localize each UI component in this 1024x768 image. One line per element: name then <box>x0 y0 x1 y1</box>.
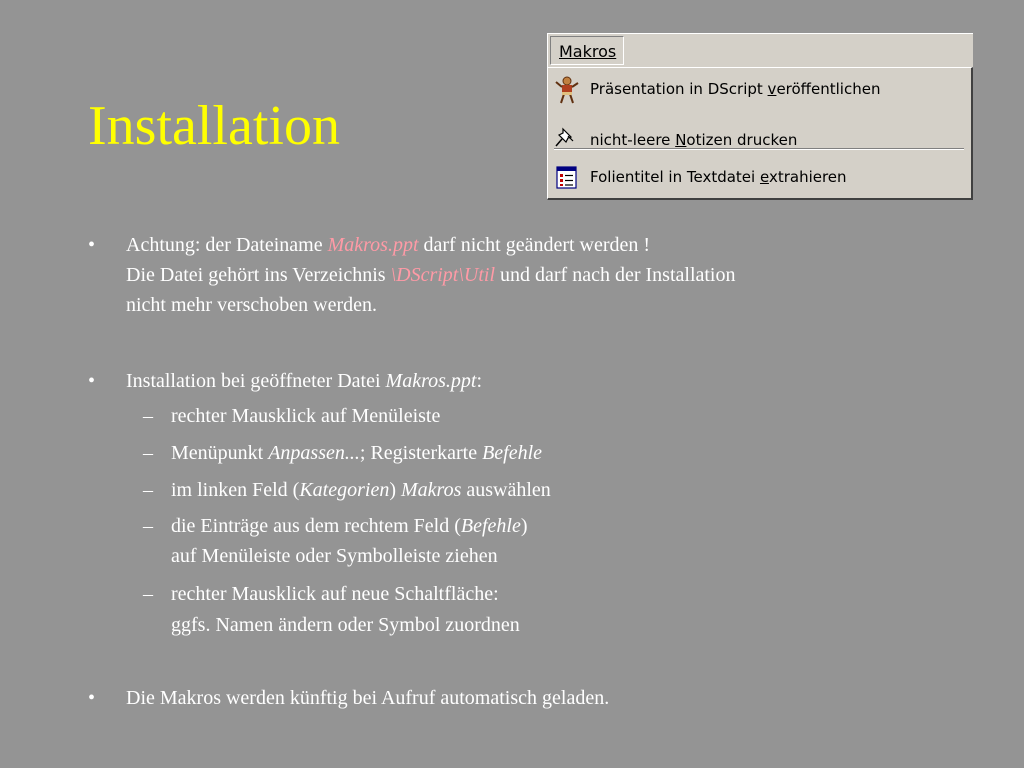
sub-item-4-line-1: die Einträge aus dem rechtem Feld (Befehle) <box>171 515 528 537</box>
bullet-marker: • <box>88 687 96 709</box>
menu-item-praesentation-veroeffentlichen[interactable] <box>548 74 968 104</box>
sub-item-2: Menüpunkt Anpassen...; Registerkarte Befehle <box>171 442 543 464</box>
makros-dropdown <box>547 67 973 200</box>
sub-item-3: im linken Feld (Kategorien) Makros auswählen <box>171 479 551 501</box>
menu-makros-label: Makros <box>559 42 617 61</box>
slide-title: Installation <box>88 95 340 157</box>
dash-marker: – <box>143 405 153 427</box>
bullet-1-line-2: Die Datei gehört ins Verzeichnis \DScript\Util und darf nach der Installation <box>126 264 736 286</box>
sub-item-5-line-2: ggfs. Namen ändern oder Symbol zuordnen <box>171 614 520 636</box>
bullet-2-line: Installation bei geöffneter Datei Makros.ppt: <box>126 370 483 392</box>
bullet-marker: • <box>88 234 96 256</box>
dash-marker: – <box>143 479 153 501</box>
menu-item-folientitel-extrahieren[interactable] <box>548 162 968 192</box>
makros-menu-screenshot <box>547 33 973 200</box>
menu-makros[interactable] <box>550 36 624 65</box>
path-highlight: \DScript\Util <box>390 264 496 286</box>
list-document-icon <box>554 164 580 190</box>
menu-item-label: Folientitel in Textdatei extrahieren <box>590 168 847 186</box>
sub-item-1: rechter Mausklick auf Menüleiste <box>171 405 441 427</box>
bullet-3-line: Die Makros werden künftig bei Aufruf automatisch geladen. <box>126 687 610 709</box>
bullet-marker: • <box>88 370 96 392</box>
menubar <box>547 33 973 67</box>
filename-highlight: Makros.ppt <box>327 234 419 256</box>
pushpin-icon <box>554 126 580 152</box>
dash-marker: – <box>143 442 153 464</box>
dash-marker: – <box>143 515 153 537</box>
sub-item-5-line-1: rechter Mausklick auf neue Schaltfläche: <box>171 583 499 605</box>
bullet-1-line-3: nicht mehr verschoben werden. <box>126 294 378 316</box>
sub-item-4-line-2: auf Menüleiste oder Symbolleiste ziehen <box>171 545 498 567</box>
bullet-1-line-1: Achtung: der Dateiname Makros.ppt darf nicht geändert werden ! <box>126 234 651 256</box>
dash-marker: – <box>143 583 153 605</box>
menu-item-label: Präsentation in DScript veröffentlichen <box>590 80 881 98</box>
menu-item-label: nicht-leere Notizen drucken <box>590 131 798 149</box>
figure-icon <box>554 76 580 102</box>
